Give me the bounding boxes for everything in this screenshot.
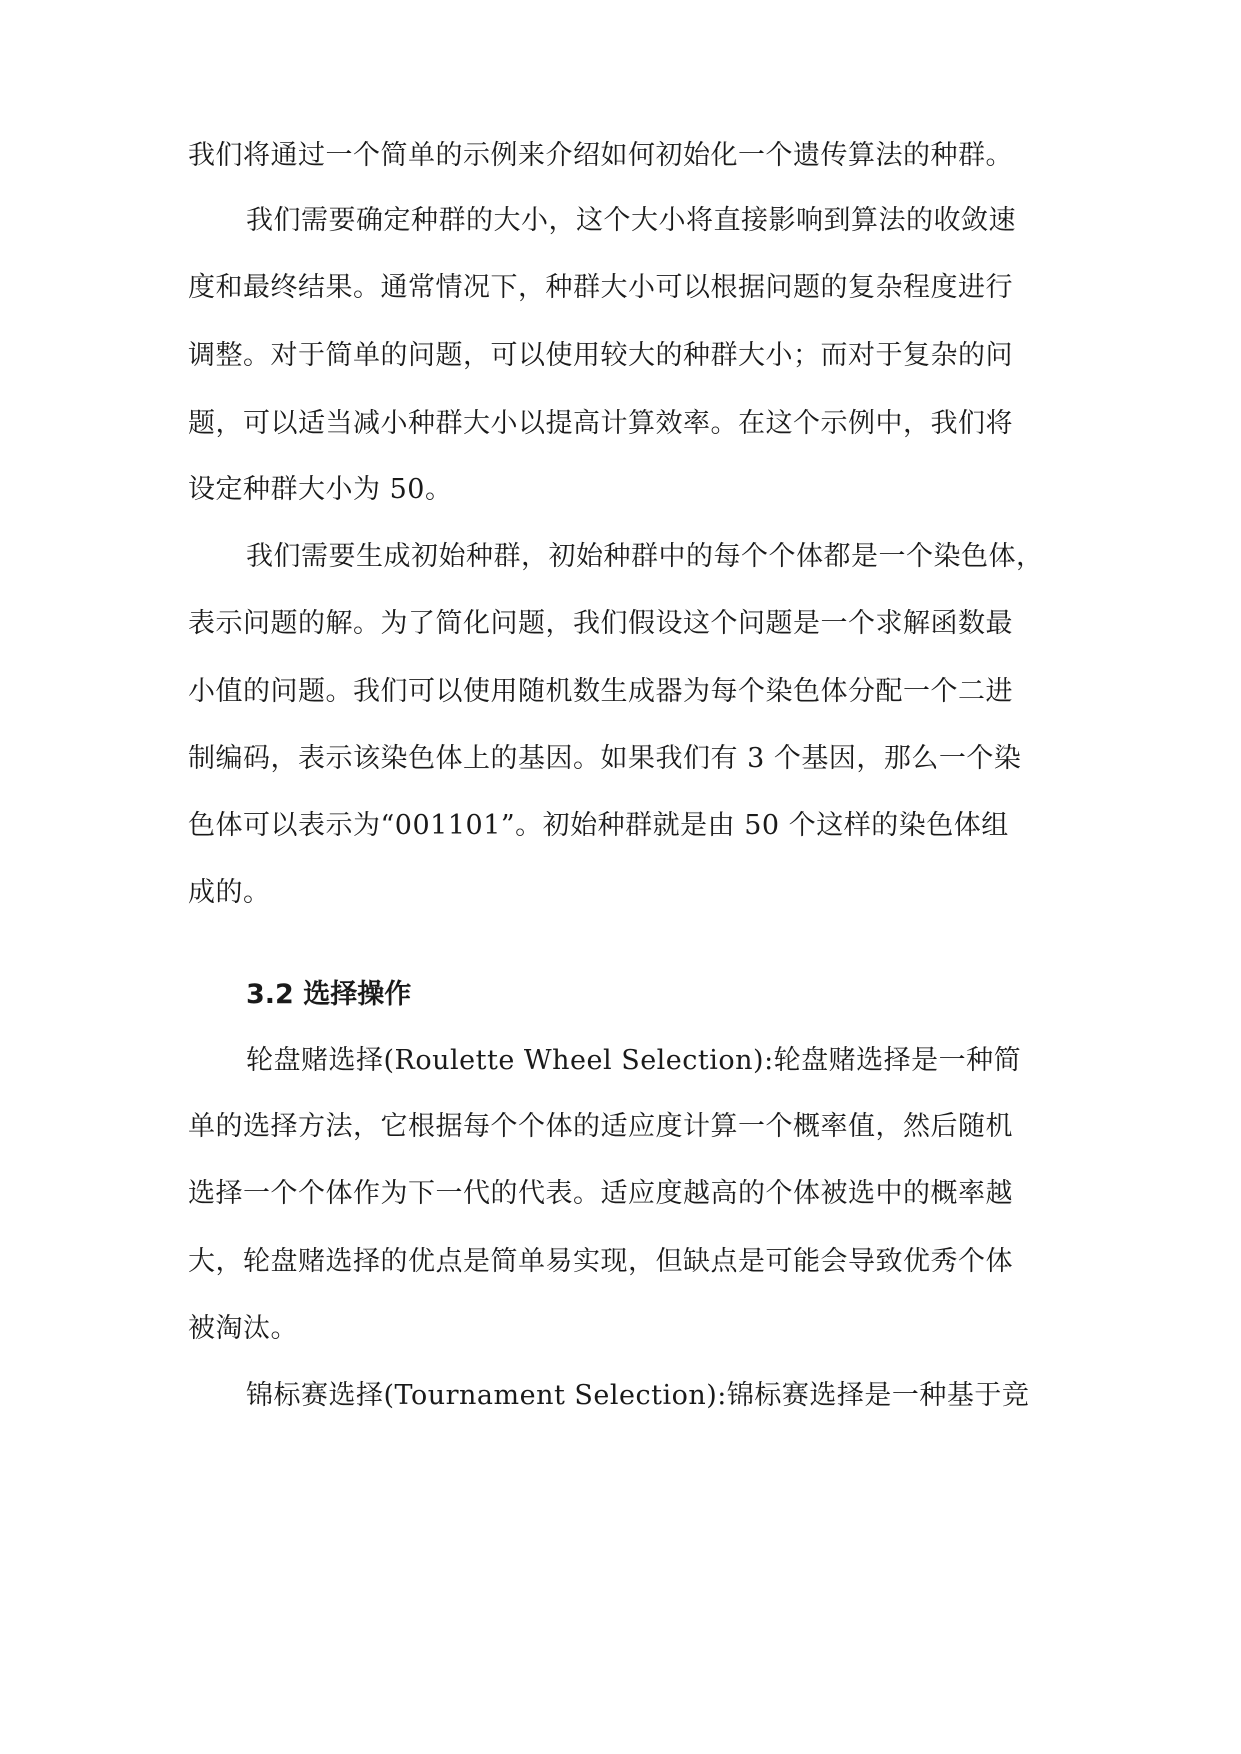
text-line: 我们需要生成初始种群，初始种群中的每个个体都是一个染色体， — [246, 541, 1044, 572]
text-line: 调整。对于简单的问题，可以使用较大的种群大小；而对于复杂的问 — [188, 340, 1013, 371]
text-line: 锦标赛选择(Tournament Selection):锦标赛选择是一种基于竞 — [246, 1380, 1030, 1411]
text-line: 表示问题的解。为了简化问题，我们假设这个问题是一个求解函数最 — [188, 608, 1013, 639]
text-line: 选择一个个体作为下一代的代表。适应度越高的个体被选中的概率越 — [188, 1178, 1013, 1209]
text-line: 题，可以适当减小种群大小以提高计算效率。在这个示例中，我们将 — [188, 408, 1013, 439]
text-line: 我们将通过一个简单的示例来介绍如何初始化一个遗传算法的种群。 — [188, 140, 1013, 171]
text-line: 我们需要确定种群的大小，这个大小将直接影响到算法的收敛速 — [246, 205, 1016, 236]
text-line: 被淘汰。 — [188, 1313, 298, 1344]
text-line: 成的。 — [188, 877, 271, 908]
text-line: 小值的问题。我们可以使用随机数生成器为每个染色体分配一个二进 — [188, 676, 1013, 707]
text-line: 单的选择方法，它根据每个个体的适应度计算一个概率值，然后随机 — [188, 1111, 1013, 1142]
text-line: 色体可以表示为“001101”。初始种群就是由 50 个这样的染色体组 — [188, 810, 1009, 841]
text-line: 设定种群大小为 50。 — [188, 474, 453, 505]
text-line: 轮盘赌选择(Roulette Wheel Selection):轮盘赌选择是一种简 — [246, 1045, 1022, 1076]
text-line: 制编码，表示该染色体上的基因。如果我们有 3 个基因，那么一个染 — [188, 743, 1022, 774]
text-line: 度和最终结果。通常情况下，种群大小可以根据问题的复杂程度进行 — [188, 272, 1013, 303]
text-line: 大，轮盘赌选择的优点是简单易实现，但缺点是可能会导致优秀个体 — [188, 1246, 1013, 1277]
section-heading: 3.2 选择操作 — [246, 979, 412, 1010]
